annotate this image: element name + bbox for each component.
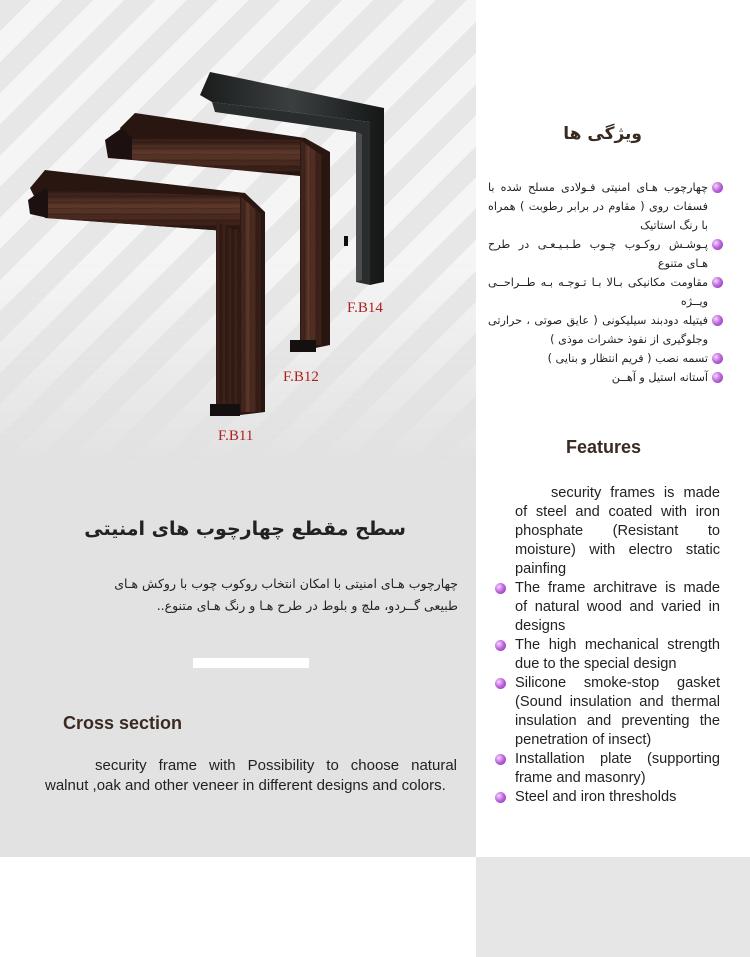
divider-bar: [193, 658, 309, 668]
frame-label-fb12: F.B12: [283, 369, 319, 385]
english-features-title: Features: [566, 437, 642, 457]
list-item: چهارچوب هـای امنیتی فـولادی مسلح شده با فسفات روی ( مقاوم در برابر رطوبت ) همراه با رنگ استاتیک: [488, 178, 724, 235]
frame-label-fb14: F.B14: [347, 300, 383, 316]
list-item: تسمه نصب ( فریم انتظار و بنایی ): [488, 349, 724, 368]
bullet-icon: [495, 640, 506, 651]
list-item: فیتیله دودبند سیلیکونی ( عایق صوتی ، حرارتی وجلوگیری از نفوذ حشرات موذی ): [488, 311, 724, 349]
bullet-icon: [712, 239, 723, 250]
list-item: security frames is made of steel and coated with iron phosphate (Resistant to moisture) with electro static painfing: [515, 485, 720, 577]
persian-description: [44, 573, 458, 617]
english-features-list: [494, 484, 720, 807]
list-item: Installation plate (supporting frame and masonry): [494, 750, 720, 788]
list-item: The high mechanical strength due to the special design: [494, 636, 720, 674]
bullet-icon: [712, 277, 723, 288]
right-bottom-panel: [476, 857, 750, 957]
bullet-icon: [712, 182, 723, 193]
list-item: مقاومت مکانیکی بـالا بـا تـوجـه بـه طــراحــی ویــژه: [488, 273, 724, 311]
bullet-icon: [495, 792, 506, 803]
list-item: پـوشـش روکـوب چـوب طـبـیـعـی در طرح هـای متنوع: [488, 235, 724, 273]
bullet-icon: [712, 315, 723, 326]
frame-fb11: [28, 170, 265, 416]
bullet-icon: [495, 583, 506, 594]
list-item: The frame architrave is made of natural wood and varied in designs: [494, 579, 720, 636]
bullet-icon: [495, 754, 506, 765]
persian-description-line-1: چهارچوب هـای امنیتی با امکان انتخاب روکوب چوب با روکش هـای: [114, 576, 458, 591]
frame-label-fb11: F.B11: [218, 428, 254, 444]
persian-features-list: [488, 178, 724, 387]
cross-section-description-text: security frame with Possibility to choose natural walnut ,oak and other veneer in different designs and colors.: [45, 757, 457, 794]
persian-section-title: سطح مقطع چهارچوب های امنیتی: [84, 518, 406, 540]
list-item: Steel and iron thresholds: [494, 788, 720, 807]
persian-description-line-2: طبیعی گــردو، ملچ و بلوط در طرح هـا و رنگ هـای متنوع..: [156, 598, 458, 613]
cross-section-title: Cross section: [63, 713, 183, 733]
cross-section-description: [45, 756, 457, 795]
persian-features-title: ویژگی ها: [563, 124, 642, 144]
list-item: Silicone smoke-stop gasket (Sound insulation and thermal insulation and preventing the penetration of insect): [494, 674, 720, 750]
list-item: آستانه استیل و آهــن: [488, 368, 724, 387]
bullet-icon: [712, 353, 723, 364]
door-frame-illustration: [0, 0, 476, 460]
bullet-icon: [712, 372, 723, 383]
bullet-icon: [495, 678, 506, 689]
